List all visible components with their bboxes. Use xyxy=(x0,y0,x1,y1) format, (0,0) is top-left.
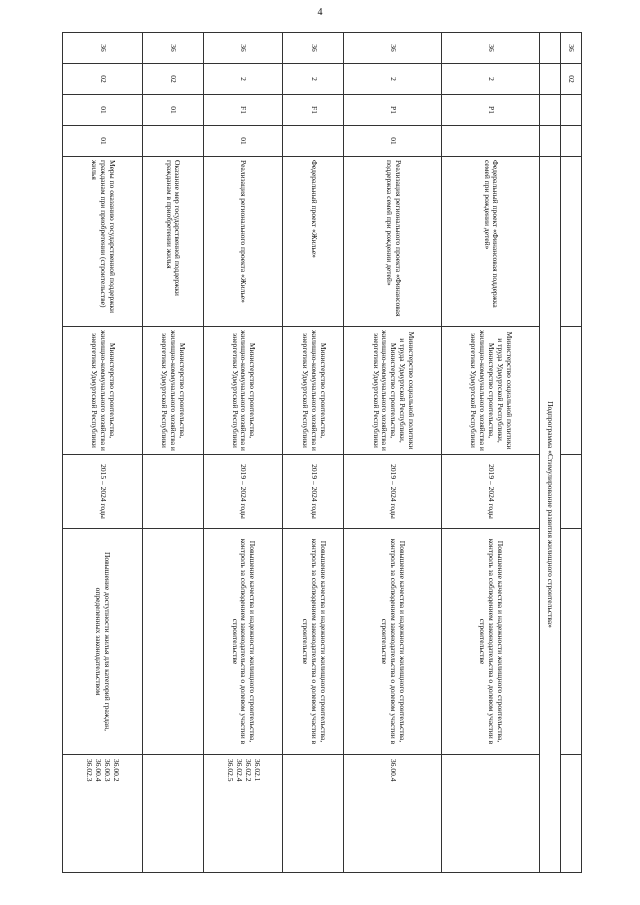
table-row xyxy=(203,33,283,873)
cell-om: 01 xyxy=(63,95,143,126)
cell-om: 01 xyxy=(142,95,203,126)
cell-period: 2019 – 2024 годы xyxy=(442,455,540,529)
table-row xyxy=(63,33,143,873)
cell-indicators: 36.00.4 xyxy=(344,755,442,873)
subprogram-title: Подпрограмма «Стимулирование развития жилищного строительства» xyxy=(540,157,561,873)
cell-pp: 2 xyxy=(283,64,344,95)
cell-period: 2019 – 2024 годы xyxy=(344,455,442,529)
cell-m: 01 xyxy=(203,126,283,157)
cell-gp: 36 xyxy=(442,33,540,64)
cell-result: Повышение качества и надежности жилищного строительства, контроль за соблюдением законодательства о долевом участии в строительстве xyxy=(203,529,283,755)
cell-result: Повышение качества и надежности жилищного строительства, контроль за соблюдением законодательства о долевом участии в строительстве xyxy=(344,529,442,755)
subprogram-row xyxy=(540,33,561,873)
cell-gp: 36 xyxy=(142,33,203,64)
page-number: 4 xyxy=(317,7,323,18)
table-row xyxy=(142,33,203,873)
cell-executor: Министерство строительства, жилищно-коммунального хозяйства и энергетики Удмуртской Республики xyxy=(203,327,283,455)
cell-m xyxy=(442,126,540,157)
header-row xyxy=(561,33,582,873)
cell-m: 01 xyxy=(344,126,442,157)
table-row xyxy=(442,33,540,873)
cell-indicators xyxy=(142,755,203,873)
cell-name: Реализация регионального проекта «Финансовая поддержка семей при рождении детей» xyxy=(344,157,442,327)
cell-name: Меры по оказанию государственной поддержки гражданам при приобретении (строительстве) жилья xyxy=(63,157,143,327)
cell-result: Повышение доступности жилья для категорий граждан, определенных законодательством xyxy=(63,529,143,755)
cell-pp: 2 xyxy=(442,64,540,95)
cell-gp: 36 xyxy=(203,33,283,64)
cell-period xyxy=(142,455,203,529)
cell-gp: 36 xyxy=(63,33,143,64)
table-row xyxy=(344,33,442,873)
rotated-table-wrapper xyxy=(62,32,582,872)
header-code-gp: 36 xyxy=(561,33,582,64)
cell-indicators xyxy=(283,755,344,873)
cell-period: 2015 – 2024 годы xyxy=(63,455,143,529)
cell-pp: 2 xyxy=(203,64,283,95)
cell-m xyxy=(142,126,203,157)
cell-executor: Министерство строительства, жилищно-коммунального хозяйства и энергетики Удмуртской Республики xyxy=(283,327,344,455)
cell-indicators: 36.00.2 36.00.3 36.00.4 36.02.3 xyxy=(63,755,143,873)
cell-executor: Министерство строительства, жилищно-коммунального хозяйства и энергетики Удмуртской Республики xyxy=(63,327,143,455)
cell-pp: 2 xyxy=(344,64,442,95)
cell-period: 2019 – 2024 годы xyxy=(203,455,283,529)
cell-gp: 36 xyxy=(344,33,442,64)
cell-period: 2019 – 2024 годы xyxy=(283,455,344,529)
cell-pp: 02 xyxy=(63,64,143,95)
cell-om: F1 xyxy=(203,95,283,126)
cell-name: Федеральный проект «Финансовая поддержка семей при рождении детей» xyxy=(442,157,540,327)
cell-name: Оказание мер государственной поддержки гражданам в приобретении жилья xyxy=(142,157,203,327)
cell-indicators: 36.02.1 36.02.2 36.02.4 36.02.5 xyxy=(203,755,283,873)
cell-gp: 36 xyxy=(283,33,344,64)
program-table xyxy=(62,32,582,873)
cell-name: Реализация регионального проекта «Жилье» xyxy=(203,157,283,327)
cell-result: Повышение качества и надежности жилищного строительства, контроль за соблюдением законодательства о долевом участии в строительстве xyxy=(283,529,344,755)
header-code-pp: 02 xyxy=(561,64,582,95)
cell-result: Повышение качества и надежности жилищного строительства, контроль за соблюдением законодательства о долевом участии в строительстве xyxy=(442,529,540,755)
cell-m xyxy=(283,126,344,157)
cell-om: F1 xyxy=(283,95,344,126)
cell-executor: Министерство социальной политики и труда Удмуртской Республики, Министерство строительства, жилищно-коммунального хозяйства и энергетики Удмуртской Республики xyxy=(344,327,442,455)
cell-result xyxy=(142,529,203,755)
cell-om: P1 xyxy=(442,95,540,126)
cell-name: Федеральный проект «Жилье» xyxy=(283,157,344,327)
cell-executor: Министерство строительства, жилищно-коммунального хозяйства и энергетики Удмуртской Республики xyxy=(142,327,203,455)
cell-pp: 02 xyxy=(142,64,203,95)
cell-om: P1 xyxy=(344,95,442,126)
cell-executor: Министерство социальной политики и труда Удмуртской Республики, Министерство строительства, жилищно-коммунального хозяйства и энергетики Удмуртской Республики xyxy=(442,327,540,455)
table-row xyxy=(283,33,344,873)
cell-m: 01 xyxy=(63,126,143,157)
cell-indicators xyxy=(442,755,540,873)
